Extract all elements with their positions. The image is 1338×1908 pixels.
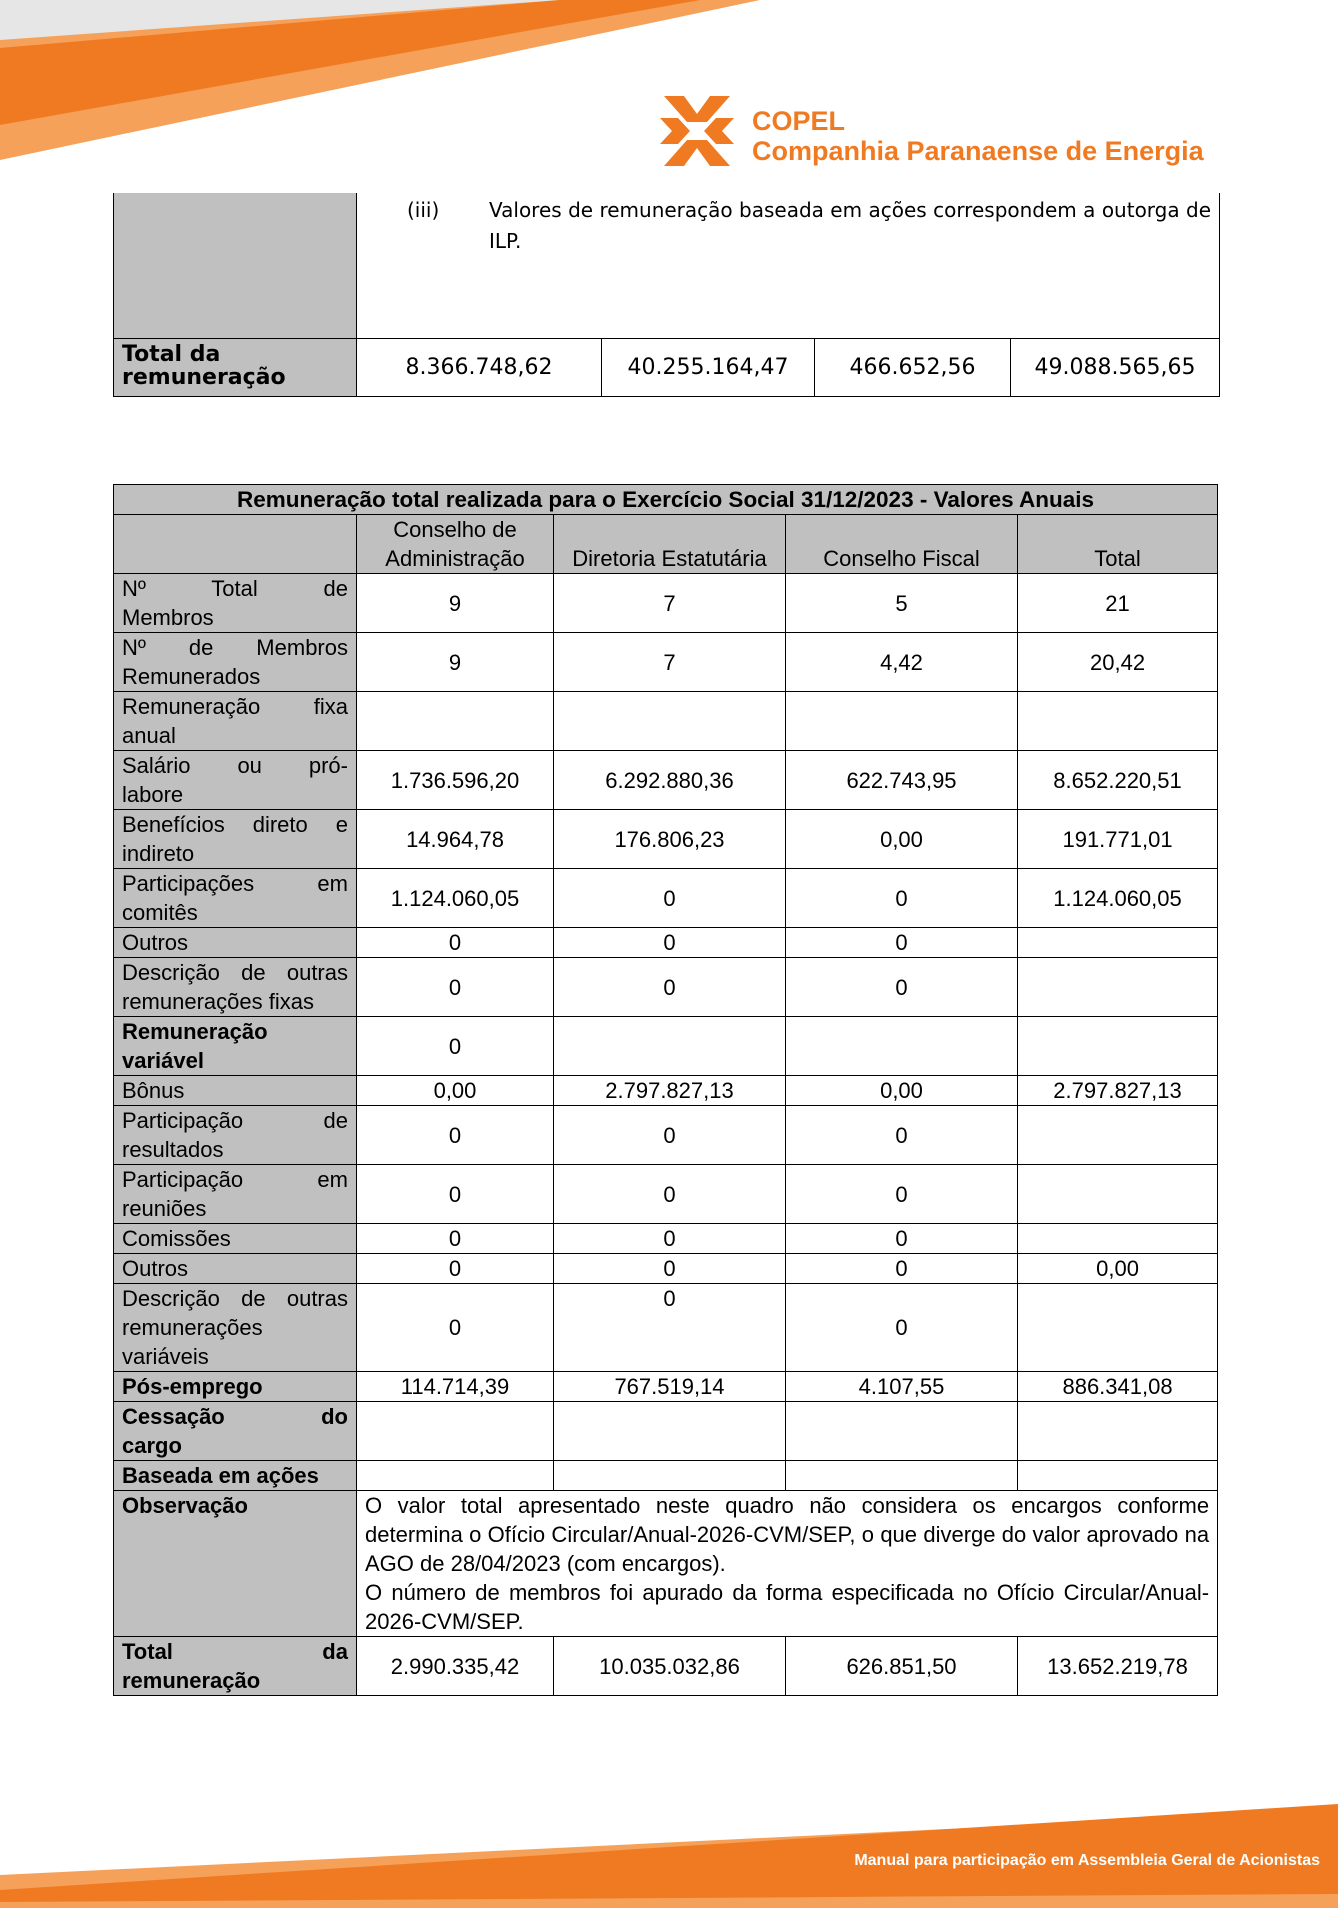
total-cell: 13.652.219,78 <box>1018 1637 1218 1696</box>
prev-total-value: 8.366.748,62 <box>357 338 602 396</box>
table-cell: 2.797.827,13 <box>554 1076 786 1106</box>
row-label <box>114 1106 357 1165</box>
table-row <box>114 1637 1218 1696</box>
table-cell: 0 <box>357 1254 554 1284</box>
row-label: Descrição de outras remunerações fixas <box>114 958 357 1017</box>
previous-table-fragment <box>113 193 1220 397</box>
table-cell: 0 <box>786 958 1018 1017</box>
row-label <box>114 633 357 692</box>
table-row <box>114 633 1218 692</box>
table-cell: 0 <box>786 1284 1018 1372</box>
row-label: Baseada em ações <box>114 1461 357 1491</box>
row-label-line: anual <box>122 723 176 748</box>
observacao-paragraph: O valor total apresentado neste quadro não considera os encargos conforme determina o Ofício Circular/Anual-2026-CVM/SEP, o que diverge do valor aprovado na AGO de 28/04/2023 (com encargos). <box>365 1493 1210 1576</box>
row-label-line: labore <box>122 782 184 807</box>
row-label-line: indireto <box>122 841 195 866</box>
table-cell <box>1018 1224 1218 1254</box>
table-cell: 0 <box>786 928 1018 958</box>
table-cell: 0 <box>554 869 786 928</box>
table-cell: 4,42 <box>786 633 1018 692</box>
row-label-line: reuniões <box>122 1196 207 1221</box>
table-cell <box>786 1402 1018 1461</box>
row-label-line: Cessação do <box>122 1404 348 1429</box>
column-header: Conselho Fiscal <box>786 515 1018 574</box>
table-row <box>114 928 1218 958</box>
table-cell: 4.107,55 <box>786 1372 1018 1402</box>
observacao-text <box>357 1491 1218 1637</box>
row-label: Remuneração variável <box>114 1017 357 1076</box>
table-cell: 0 <box>554 958 786 1017</box>
row-label-line: cargo <box>122 1433 182 1458</box>
brand-line1: COPEL <box>752 106 846 136</box>
table-cell: 1.124.060,05 <box>1018 869 1218 928</box>
table-cell <box>1018 1017 1218 1076</box>
table-row <box>114 1106 1218 1165</box>
table-row <box>114 1284 1218 1372</box>
prev-total-value: 49.088.565,65 <box>1011 338 1220 396</box>
table-cell: 0 <box>554 1224 786 1254</box>
table-cell: 20,42 <box>1018 633 1218 692</box>
table-cell: 0 <box>357 1017 554 1076</box>
table-cell: 0 <box>786 1165 1018 1224</box>
table-cell: 7 <box>554 574 786 633</box>
table-cell: 1.124.060,05 <box>357 869 554 928</box>
table-row <box>114 1402 1218 1461</box>
table-row <box>114 1254 1218 1284</box>
table-cell: 0 <box>554 1284 786 1372</box>
table-cell <box>554 1017 786 1076</box>
table-cell: 0 <box>554 1254 786 1284</box>
row-label <box>114 1402 357 1461</box>
table-cell: 0 <box>357 928 554 958</box>
row-label: Outros <box>114 928 357 958</box>
table-cell: 14.964,78 <box>357 810 554 869</box>
table-cell: 0 <box>357 958 554 1017</box>
observacao-paragraph: O número de membros foi apurado da forma especificada no Ofício Circular/Anual-2026-CVM/SEP. <box>365 1580 1210 1634</box>
total-label <box>114 1637 357 1696</box>
table-cell: 1.736.596,20 <box>357 751 554 810</box>
row-label-line: Salário ou pró- <box>122 753 348 778</box>
row-label: Descrição de outras remunerações variáveis <box>114 1284 357 1372</box>
table-cell: 6.292.880,36 <box>554 751 786 810</box>
row-label: Pós-emprego <box>114 1372 357 1402</box>
row-label-line: Remunerados <box>122 664 261 689</box>
row-label-line: comitês <box>122 900 198 925</box>
table-cell <box>1018 1165 1218 1224</box>
table-row <box>114 1076 1218 1106</box>
table-row <box>114 869 1218 928</box>
table-cell: 8.652.220,51 <box>1018 751 1218 810</box>
table-cell <box>1018 1284 1218 1372</box>
column-header: Total <box>1018 515 1218 574</box>
row-label-line: Nº de Membros <box>122 635 348 660</box>
table-cell: 0 <box>357 1106 554 1165</box>
row-label <box>114 751 357 810</box>
total-cell: 2.990.335,42 <box>357 1637 554 1696</box>
table-cell: 0 <box>554 1106 786 1165</box>
table-cell <box>1018 1106 1218 1165</box>
row-label-line: Membros <box>122 605 214 630</box>
prev-total-value: 466.652,56 <box>815 338 1011 396</box>
row-label-line: Participação de <box>122 1108 348 1133</box>
table-cell <box>357 692 554 751</box>
table-cell: 0 <box>554 928 786 958</box>
table-cell: 622.743,95 <box>786 751 1018 810</box>
table-cell <box>1018 1402 1218 1461</box>
prev-label-cell <box>114 193 357 338</box>
table-cell: 9 <box>357 574 554 633</box>
remuneration-table <box>113 484 1218 1696</box>
table-cell: 0 <box>357 1224 554 1254</box>
table-cell <box>554 1461 786 1491</box>
column-header: Conselho de Administração <box>357 515 554 574</box>
table-cell: 2.797.827,13 <box>1018 1076 1218 1106</box>
table-row <box>114 574 1218 633</box>
row-label: Comissões <box>114 1224 357 1254</box>
row-label <box>114 1165 357 1224</box>
row-label <box>114 574 357 633</box>
table-cell: 0 <box>786 1254 1018 1284</box>
table-cell: 0,00 <box>786 1076 1018 1106</box>
table-title: Remuneração total realizada para o Exercício Social 31/12/2023 - Valores Anuais <box>114 485 1218 515</box>
table-cell: 7 <box>554 633 786 692</box>
footer-decorative-band <box>0 1790 1338 1908</box>
table-cell: 886.341,08 <box>1018 1372 1218 1402</box>
prev-note-cell <box>357 193 1220 338</box>
table-row <box>114 1017 1218 1076</box>
table-cell: 0,00 <box>357 1076 554 1106</box>
table-cell: 0 <box>554 1165 786 1224</box>
header-empty-cell <box>114 515 357 574</box>
table-cell: 0 <box>786 869 1018 928</box>
table-cell: 176.806,23 <box>554 810 786 869</box>
table-cell: 0 <box>357 1165 554 1224</box>
row-label-line: Nº Total de <box>122 576 348 601</box>
prev-total-label: Total da remuneração <box>114 338 357 396</box>
prev-total-value: 40.255.164,47 <box>602 338 815 396</box>
row-label-line: Remuneração fixa <box>122 694 348 719</box>
column-header: Diretoria Estatutária <box>554 515 786 574</box>
table-cell: 0,00 <box>786 810 1018 869</box>
table-cell: 114.714,39 <box>357 1372 554 1402</box>
total-cell: 626.851,50 <box>786 1637 1018 1696</box>
table-cell: 0 <box>786 1106 1018 1165</box>
table-cell: 191.771,01 <box>1018 810 1218 869</box>
row-label-line: Benefícios direto e <box>122 812 348 837</box>
copel-logo-icon <box>660 96 734 166</box>
row-label-line: Total da <box>122 1639 348 1664</box>
row-label-line: resultados <box>122 1137 224 1162</box>
table-cell <box>1018 692 1218 751</box>
table-cell <box>1018 958 1218 1017</box>
table-cell <box>357 1402 554 1461</box>
total-cell: 10.035.032,86 <box>554 1637 786 1696</box>
table-row <box>114 751 1218 810</box>
row-label: Bônus <box>114 1076 357 1106</box>
table-cell <box>786 692 1018 751</box>
table-cell: 5 <box>786 574 1018 633</box>
table-row <box>114 810 1218 869</box>
table-row <box>114 1461 1218 1491</box>
table-cell <box>1018 1461 1218 1491</box>
table-row <box>114 958 1218 1017</box>
table-cell: 0,00 <box>1018 1254 1218 1284</box>
table-row <box>114 692 1218 751</box>
row-label-line: remuneração <box>122 1668 261 1693</box>
prev-note-number: (iii) <box>407 198 440 222</box>
row-label-line: Participação em <box>122 1167 348 1192</box>
table-cell <box>554 1402 786 1461</box>
table-cell <box>786 1017 1018 1076</box>
row-label <box>114 810 357 869</box>
table-row <box>114 1372 1218 1402</box>
prev-note-text: Valores de remuneração baseada em ações correspondem a outorga de ILP. <box>489 198 1212 253</box>
table-cell <box>554 692 786 751</box>
table-cell <box>1018 928 1218 958</box>
table-cell: 0 <box>357 1284 554 1372</box>
row-label: Outros <box>114 1254 357 1284</box>
table-cell: 21 <box>1018 574 1218 633</box>
table-cell <box>786 1461 1018 1491</box>
brand-name <box>752 106 1204 166</box>
row-label <box>114 869 357 928</box>
brand-line2: Companhia Paranaense de Energia <box>752 136 1204 166</box>
row-label <box>114 692 357 751</box>
observacao-label: Observação <box>114 1491 357 1637</box>
table-cell <box>357 1461 554 1491</box>
table-row <box>114 1165 1218 1224</box>
table-row <box>114 1224 1218 1254</box>
table-cell: 767.519,14 <box>554 1372 786 1402</box>
table-row <box>114 1491 1218 1637</box>
table-cell: 0 <box>786 1224 1018 1254</box>
footer-text: Manual para participação em Assembleia Geral de Acionistas <box>854 1852 1320 1869</box>
row-label-line: Participações em <box>122 871 348 896</box>
table-cell: 9 <box>357 633 554 692</box>
